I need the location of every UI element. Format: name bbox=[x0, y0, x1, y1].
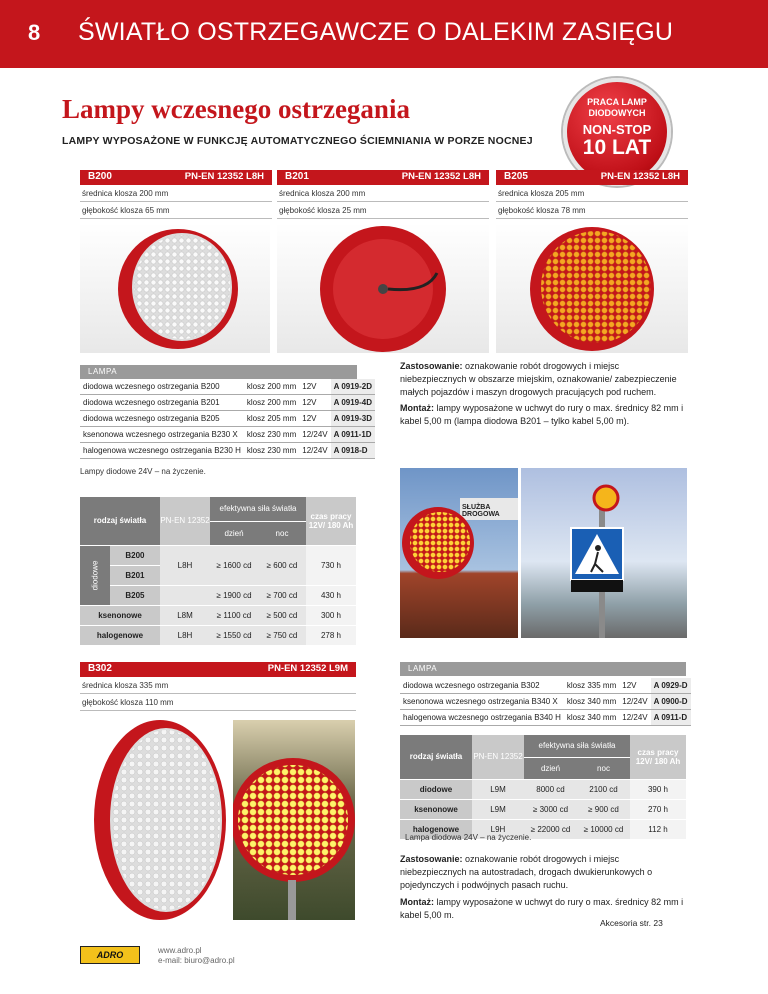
product-name: B205 bbox=[504, 171, 528, 182]
col-header-night: noc bbox=[577, 757, 630, 779]
photo-truck-lamp bbox=[400, 468, 518, 638]
night-cell: 2100 cd bbox=[577, 779, 630, 799]
product-b200 bbox=[80, 170, 272, 219]
day-cell: ≥ 1600 cd bbox=[210, 545, 258, 585]
lamp-voltage: 12/24V bbox=[299, 443, 330, 459]
lamp-size: klosz 230 mm bbox=[244, 443, 299, 459]
product-spec-diameter: średnica klosza 205 mm bbox=[496, 185, 688, 202]
lamp-name: diodowa wczesnego ostrzegania B201 bbox=[80, 395, 244, 411]
lamp-b302-photo bbox=[80, 720, 228, 920]
product-name: B200 bbox=[88, 171, 112, 182]
badge-line4: 10 LAT bbox=[582, 136, 652, 159]
product-spec-diameter: średnica klosza 335 mm bbox=[80, 677, 356, 694]
light-table-2 bbox=[400, 735, 686, 840]
col-header-norm: PN-EN 12352 bbox=[160, 497, 210, 545]
product-norm: PN-EN 12352 L8H bbox=[600, 171, 680, 182]
product-name: B201 bbox=[285, 171, 309, 182]
product-spec-diameter: średnica klosza 200 mm bbox=[277, 185, 489, 202]
product-spec-depth: głębokość klosza 110 mm bbox=[80, 694, 356, 711]
product-norm: PN-EN 12352 L9M bbox=[267, 663, 348, 674]
product-spec-depth: głębokość klosza 65 mm bbox=[80, 202, 272, 219]
night-cell: ≥ 750 cd bbox=[258, 625, 306, 645]
product-spec-depth: głębokość klosza 78 mm bbox=[496, 202, 688, 219]
lamp-table-heading: LAMPA bbox=[400, 662, 686, 676]
product-norm: PN-EN 12352 L8H bbox=[401, 171, 481, 182]
row-label: B205 bbox=[110, 585, 160, 605]
usage-label: Zastosowanie: bbox=[400, 854, 463, 864]
mount-text: lampy wyposażone w uchwyt do rury o max. średnicy 82 mm i kabel 5,00 m (lampa diodowa B201 – tylko kabel 5,00 m). bbox=[400, 403, 684, 426]
time-cell: 730 h bbox=[306, 545, 356, 585]
lamp-b205-photo bbox=[496, 223, 688, 353]
page-subtitle: LAMPY WYPOSAŻONE W FUNKCJĘ AUTOMATYCZNEGO ŚCIEMNIANIA W PORZE NOCNEJ bbox=[62, 135, 533, 147]
lamp-code: A 0900-D bbox=[651, 694, 691, 710]
product-b205 bbox=[496, 170, 688, 219]
norm-cell: L9M bbox=[472, 779, 524, 799]
lamp-size: klosz 200 mm bbox=[244, 395, 299, 411]
product-norm: PN-EN 12352 L8H bbox=[184, 171, 264, 182]
lamp-code: A 0918-D bbox=[331, 443, 375, 459]
row-label: halogenowe bbox=[400, 819, 472, 839]
lamp-size: klosz 230 mm bbox=[244, 427, 299, 443]
row-label: ksenonowe bbox=[400, 799, 472, 819]
product-spec-diameter: średnica klosza 200 mm bbox=[80, 185, 272, 202]
lamp-voltage: 12V bbox=[299, 395, 330, 411]
light-table-note: Lampa diodowa 24V – na życzenie. bbox=[405, 833, 532, 842]
norm-cell: L9H bbox=[472, 819, 524, 839]
lamp-size: klosz 335 mm bbox=[564, 678, 619, 694]
norm-cell: L8H bbox=[160, 625, 210, 645]
badge-line3: NON-STOP bbox=[582, 122, 652, 137]
footer-email[interactable]: e-mail: biuro@adro.pl bbox=[158, 956, 235, 965]
night-cell: ≥ 700 cd bbox=[258, 585, 306, 605]
lamp-table-heading: LAMPA bbox=[80, 365, 357, 379]
day-cell: ≥ 22000 cd bbox=[524, 819, 577, 839]
row-label: ksenonowe bbox=[80, 605, 160, 625]
table-row bbox=[80, 379, 375, 395]
table-row bbox=[80, 411, 375, 427]
lamp-voltage: 12V bbox=[619, 678, 650, 694]
norm-cell: L8M bbox=[160, 605, 210, 625]
lamp-code: A 0911-1D bbox=[331, 427, 375, 443]
lamp-table-note: Lampy diodowe 24V – na życzenie. bbox=[80, 467, 206, 476]
lamp-voltage: 12/24V bbox=[619, 710, 650, 726]
light-table-1 bbox=[80, 497, 356, 646]
product-spec-depth: głębokość klosza 25 mm bbox=[277, 202, 489, 219]
time-cell: 430 h bbox=[306, 585, 356, 605]
norm-cell: L8H bbox=[160, 545, 210, 585]
page-title: Lampy wczesnego ostrzegania bbox=[62, 94, 410, 124]
lamp-name: halogenowa wczesnego ostrzegania B230 H bbox=[80, 443, 244, 459]
col-header-time: czas pracy 12V/ 180 Ah bbox=[306, 497, 356, 545]
product-b302 bbox=[80, 662, 356, 711]
lamp-size: klosz 200 mm bbox=[244, 379, 299, 395]
row-label: diodowe bbox=[400, 779, 472, 799]
day-cell: ≥ 1900 cd bbox=[210, 585, 258, 605]
time-cell: 270 h bbox=[630, 799, 686, 819]
time-cell: 278 h bbox=[306, 625, 356, 645]
col-header-type: rodzaj światła bbox=[80, 497, 160, 545]
col-header-type: rodzaj światła bbox=[400, 735, 472, 779]
col-header-night: noc bbox=[258, 521, 306, 545]
lamp-voltage: 12V bbox=[299, 411, 330, 427]
row-label: B200 bbox=[110, 545, 160, 565]
lamp-name: diodowa wczesnego ostrzegania B302 bbox=[400, 678, 564, 694]
night-cell: ≥ 600 cd bbox=[258, 545, 306, 585]
day-cell: ≥ 1100 cd bbox=[210, 605, 258, 625]
lamp-name: halogenowa wczesnego ostrzegania B340 H bbox=[400, 710, 564, 726]
lamp-b200-photo bbox=[80, 223, 270, 353]
page-number: 8 bbox=[28, 20, 41, 45]
lamp-voltage: 12V bbox=[299, 379, 330, 395]
night-cell: ≥ 500 cd bbox=[258, 605, 306, 625]
night-cell: ≥ 10000 cd bbox=[577, 819, 630, 839]
lamp-name: ksenonowa wczesnego ostrzegania B340 X bbox=[400, 694, 564, 710]
time-cell: 112 h bbox=[630, 819, 686, 839]
lamp-name: diodowa wczesnego ostrzegania B200 bbox=[80, 379, 244, 395]
lamp-code: A 0911-D bbox=[651, 710, 691, 726]
accessories-reference: Akcesoria str. 23 bbox=[600, 918, 663, 928]
table-row bbox=[80, 443, 375, 459]
lamp-table-2 bbox=[400, 662, 686, 726]
col-header-day: dzień bbox=[524, 757, 577, 779]
mount-text: lampy wyposażone w uchwyt do rury o max. średnicy 82 mm i kabel 5,00 m. bbox=[400, 897, 684, 920]
lamp-code: A 0919-4D bbox=[331, 395, 375, 411]
col-header-time: czas pracy 12V/ 180 Ah bbox=[630, 735, 686, 779]
mount-label: Montaż: bbox=[400, 897, 434, 907]
lamp-size: klosz 340 mm bbox=[564, 694, 619, 710]
usage-text-2 bbox=[400, 853, 686, 922]
lamp-voltage: 12/24V bbox=[619, 694, 650, 710]
time-cell: 390 h bbox=[630, 779, 686, 799]
table-row bbox=[80, 395, 375, 411]
col-header-eff: efektywna siła światła bbox=[524, 735, 630, 757]
photo-crossing-sign bbox=[521, 468, 687, 638]
lamp-code: A 0929-D bbox=[651, 678, 691, 694]
table-row bbox=[400, 678, 691, 694]
lamp-size: klosz 205 mm bbox=[244, 411, 299, 427]
section-title: ŚWIATŁO OSTRZEGAWCZE O DALEKIM ZASIĘGU bbox=[78, 18, 674, 46]
lamp-code: A 0919-3D bbox=[331, 411, 375, 427]
col-header-norm: PN-EN 12352 bbox=[472, 735, 524, 779]
day-cell: ≥ 3000 cd bbox=[524, 799, 577, 819]
table-row bbox=[80, 427, 375, 443]
lamp-voltage: 12/24V bbox=[299, 427, 330, 443]
lamp-b201-photo bbox=[277, 223, 489, 353]
product-name: B302 bbox=[88, 663, 112, 674]
lamp-table-1 bbox=[80, 365, 372, 476]
day-cell: ≥ 1550 cd bbox=[210, 625, 258, 645]
lamp-name: diodowa wczesnego ostrzegania B205 bbox=[80, 411, 244, 427]
lamp-code: A 0919-2D bbox=[331, 379, 375, 395]
badge-line1: PRACA LAMP bbox=[587, 97, 647, 107]
col-header-eff: efektywna siła światła bbox=[210, 497, 306, 521]
mount-label: Montaż: bbox=[400, 403, 434, 413]
lamp-size: klosz 340 mm bbox=[564, 710, 619, 726]
time-cell: 300 h bbox=[306, 605, 356, 625]
night-cell: ≥ 900 cd bbox=[577, 799, 630, 819]
row-label: B201 bbox=[110, 565, 160, 585]
badge-line2: DIODOWYCH bbox=[588, 108, 646, 118]
adro-logo: ADRO bbox=[80, 946, 140, 964]
usage-label: Zastosowanie: bbox=[400, 361, 463, 371]
norm-cell: L9M bbox=[472, 799, 524, 819]
usage-text: oznakowanie robót drogowych i miejsc niebezpiecznych w obszarze miejskim, oznakowanie/ zabezpieczenie małych pojazdów i maszyn drogowych pracujących pod ruchem. bbox=[400, 361, 677, 397]
usage-text: oznakowanie robót drogowych i miejsc niebezpiecznych na autostradach, drogach dwukierunkowych o pojedynczych i podwójnych pasach ruchu. bbox=[400, 854, 653, 890]
photo-b302-field bbox=[233, 720, 355, 920]
col-header-day: dzień bbox=[210, 521, 258, 545]
footer-website[interactable]: www.adro.pl bbox=[158, 946, 202, 955]
group-label-diode: diodowe bbox=[80, 545, 110, 605]
table-row bbox=[400, 710, 691, 726]
day-cell: 8000 cd bbox=[524, 779, 577, 799]
row-label: halogenowe bbox=[80, 625, 160, 645]
truck-sign: SŁUŻBA DROGOWA bbox=[460, 498, 518, 520]
lamp-name: ksenonowa wczesnego ostrzegania B230 X bbox=[80, 427, 244, 443]
table-row bbox=[400, 694, 691, 710]
usage-text-1 bbox=[400, 360, 688, 428]
product-b201 bbox=[277, 170, 489, 219]
